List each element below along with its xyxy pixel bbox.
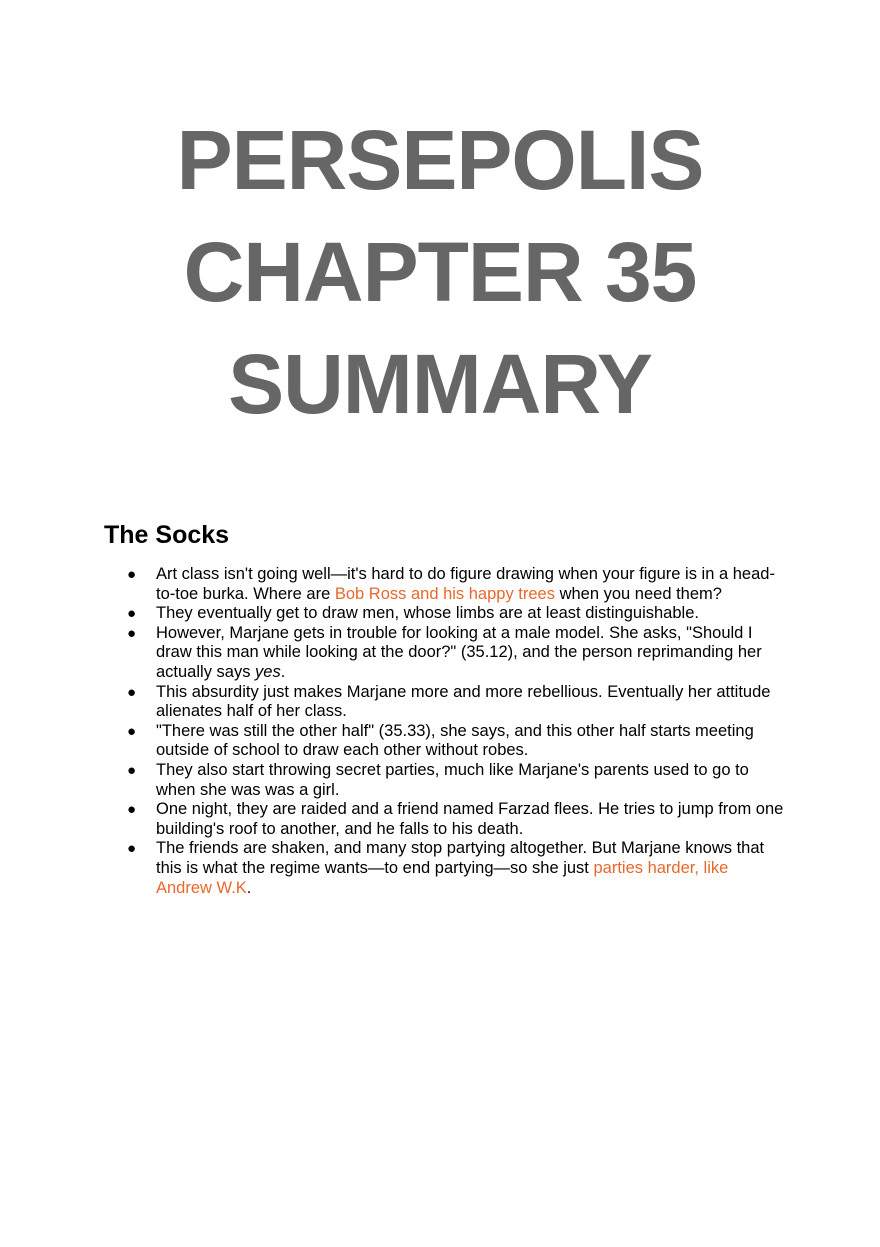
title-line-3: SUMMARY: [228, 337, 652, 431]
bullet-text: Art class isn't going well—it's hard to do figure drawing when your figure is in a head-to-toe burka. Where are: [156, 565, 775, 603]
title-line-1: PERSEPOLIS: [176, 113, 704, 207]
summary-bullet-list: [127, 565, 787, 898]
bullet-text: This absurdity just makes Marjane more and more rebellious. Eventually her attitude alienates half of her class.: [156, 682, 771, 721]
link-bob-ross[interactable]: Bob Ross and his happy trees: [334, 584, 555, 603]
bullet-text: They also start throwing secret parties, much like Marjane's parents used to go to when she was was a girl.: [156, 760, 749, 799]
bullet-item: [127, 624, 787, 683]
emphasis-text: yes: [255, 662, 281, 681]
bullet-item: [127, 683, 787, 722]
title-line-2: CHAPTER 35: [183, 225, 697, 319]
bullet-text: One night, they are raided and a friend named Farzad flees. He tries to jump from one building's roof to another, and he falls to his death.: [156, 800, 784, 838]
bullet-text: However, Marjane gets in trouble for looking at a male model. She asks, "Should I draw this man while looking at the door?" (35.12), and the person reprimanding her actually says: [156, 623, 762, 681]
bullet-icon: ●: [127, 801, 137, 819]
bullet-text: They eventually get to draw men, whose limbs are at least distinguishable.: [156, 604, 699, 623]
bullet-icon: ●: [127, 605, 137, 623]
bullet-icon: ●: [127, 683, 137, 701]
bullet-item: [127, 761, 787, 800]
bullet-icon: ●: [127, 624, 137, 642]
page-title: [0, 104, 880, 440]
bullet-text: "There was still the other half" (35.33), she says, and this other half starts meeting outside of school to draw each other without robes.: [156, 721, 754, 760]
section-heading: The Socks: [104, 521, 230, 549]
bullet-text: The friends are shaken, and many stop partying altogether. But Marjane knows that this is what the regime wants—to end partying—so she just: [156, 839, 765, 877]
bullet-text: .: [246, 878, 252, 897]
bullet-item: [127, 800, 787, 839]
bullet-icon: ●: [127, 840, 137, 858]
bullet-text: .: [280, 662, 286, 681]
bullet-icon: ●: [127, 566, 137, 583]
bullet-icon: ●: [127, 761, 137, 779]
bullet-text: when you need them?: [554, 584, 722, 603]
bullet-item: [127, 604, 787, 624]
bullet-icon: ●: [127, 722, 137, 740]
bullet-item: [127, 565, 787, 604]
bullet-item: [127, 722, 787, 761]
bullet-item: [127, 839, 787, 898]
link-andrew-wk[interactable]: parties harder, like Andrew W.K: [156, 858, 729, 897]
